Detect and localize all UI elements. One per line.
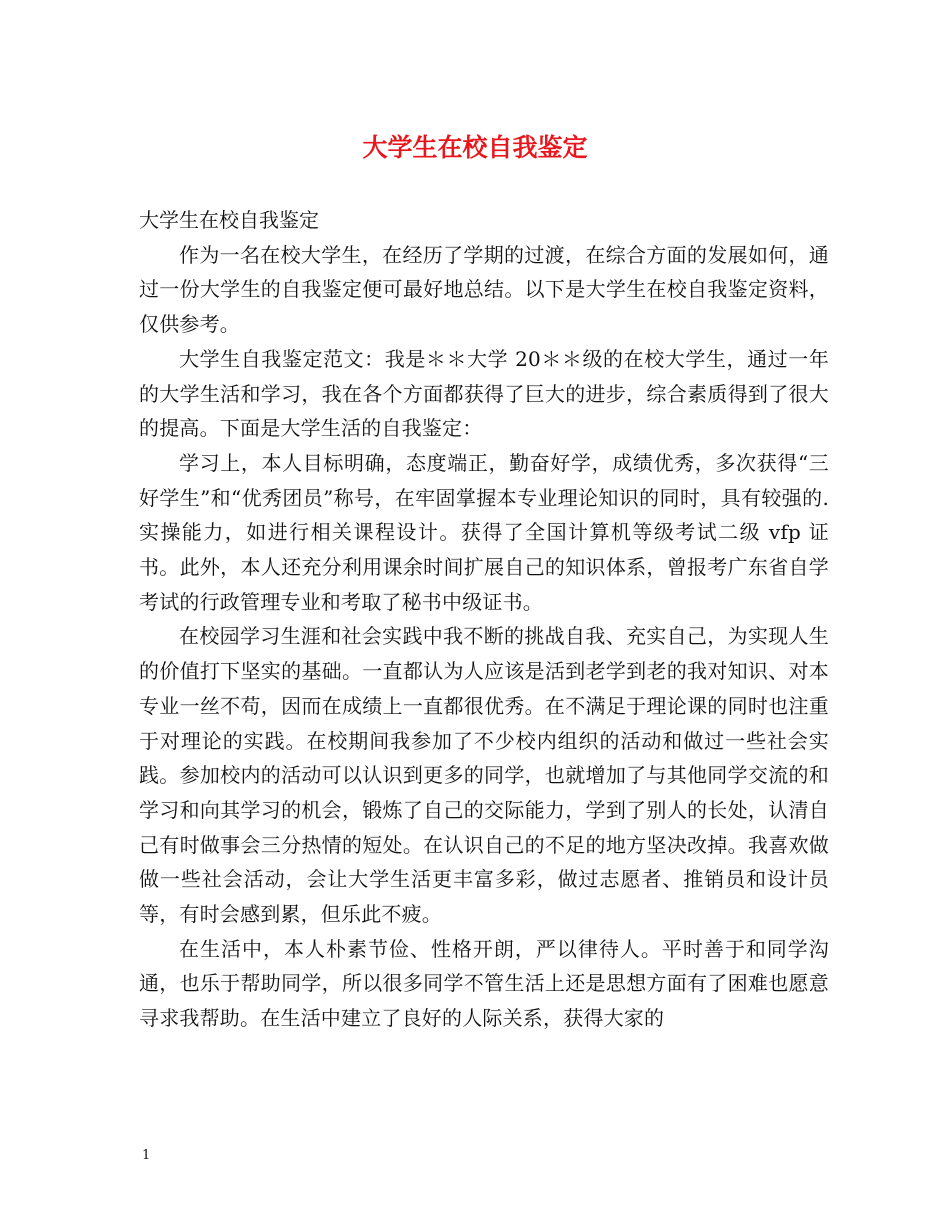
paragraph-sample-opening: 大学生自我鉴定范文：我是＊＊大学 20＊＊级的在校大学生，通过一年的大学生活和学习，我在各个方面都获得了巨大的进步，综合素质得到了很大的提高。下面是大学生活的自我鉴定： [139,346,829,441]
page-number: 1 [142,1148,151,1163]
paragraph-life: 在生活中，本人朴素节俭、性格开朗，严以律待人。平时善于和同学沟通，也乐于帮助同学，所以很多同学不管生活上还是思想方面有了困难也愿意寻求我帮助。在生活中建立了良好的人际关系，获得大家的 [139,936,829,1031]
paragraph-intro: 作为一名在校大学生，在经历了学期的过渡，在综合方面的发展如何，通过一份大学生的自我鉴定便可最好地总结。以下是大学生在校自我鉴定资料，仅供参考。 [139,242,829,337]
document-title: 大学生在校自我鉴定 [362,133,588,162]
document-subtitle-line: 大学生在校自我鉴定 [139,208,319,232]
document-body [139,203,829,1036]
paragraph-study: 学习上，本人目标明确，态度端正，勤奋好学，成绩优秀，多次获得“三好学生”和“优秀团员”称号，在牢固掌握本专业理论知识的同时，具有较强的.实操能力，如进行相关课程设计。获得了全国计算机等级考试二级 vfp 证书。此外，本人还充分利用课余时间扩展自己的知识体系，曾报考广东省自学考试的行政管理专业和考取了秘书中级证书。 [139,450,829,614]
paragraph-campus-practice: 在校园学习生涯和社会实践中我不断的挑战自我、充实自己，为实现人生的价值打下坚实的基础。一直都认为人应该是活到老学到老的我对知识、对本专业一丝不苟，因而在成绩上一直都很优秀。在不满足于理论课的同时也注重于对理论的实践。在校期间我参加了不少校内组织的活动和做过一些社会实践。参加校内的活动可以认识到更多的同学，也就增加了与其他同学交流的和学习和向其学习的机会，锻炼了自己的交际能力，学到了别人的长处，认清自己有时做事会三分热情的短处。在认识自己的不足的地方坚决改掉。我喜欢做做一些社会活动，会让大学生活更丰富多彩，做过志愿者、推销员和设计员等，有时会感到累，但乐此不疲。 [139,624,829,927]
